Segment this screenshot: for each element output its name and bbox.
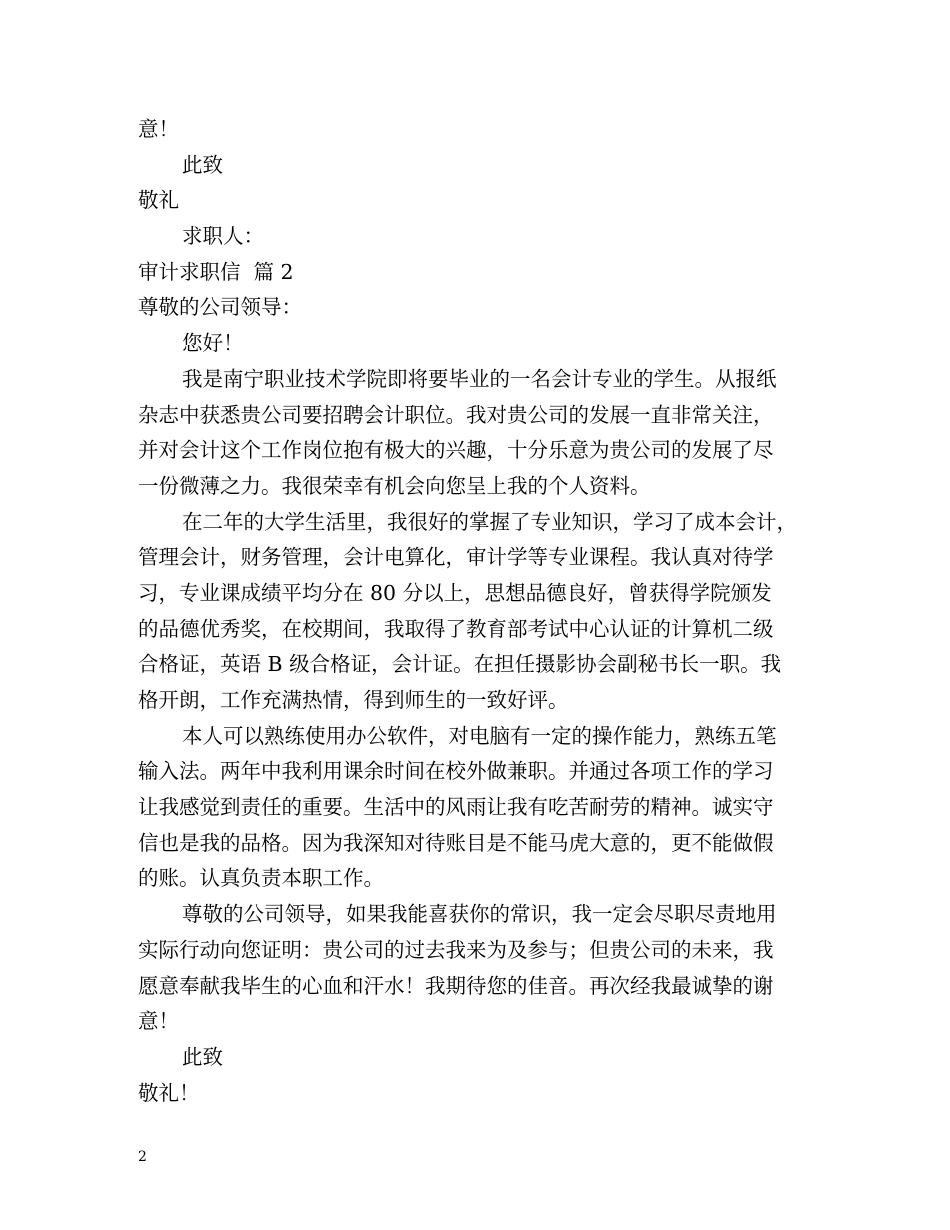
- paragraph-1-line: 并对会计这个工作岗位抱有极大的兴趣，十分乐意为贵公司的发展了尽: [138, 438, 774, 463]
- page-number: 2: [138, 1149, 147, 1165]
- paragraph-3-line: 让我感觉到责任的重要。生活中的风雨让我有吃苦耐劳的精神。诚实守: [138, 795, 774, 820]
- paragraph-2-line: 的品德优秀奖，在校期间，我取得了教育部考试中心认证的计算机二级: [138, 616, 774, 641]
- section-title: 审计求职信 篇 2: [138, 259, 294, 284]
- paragraph-3-line: 输入法。两年中我利用课余时间在校外做兼职。并通过各项工作的学习: [138, 759, 774, 784]
- paragraph-4-line: 实际行动向您证明：贵公司的过去我来为及参与；但贵公司的未来，我: [138, 937, 774, 962]
- closing-regards: 敬礼！: [138, 1080, 200, 1105]
- paragraph-4-line: 意！: [138, 1009, 179, 1034]
- paragraph-2-line: 格开朗，工作充满热情，得到师生的一致好评。: [138, 688, 569, 712]
- paragraph-1-line: 杂志中获悉贵公司要招聘会计职位。我对贵公司的发展一直非常关注，: [138, 402, 774, 427]
- paragraph-2-line: 习，专业课成绩平均分在 80 分以上，思想品德良好，曾获得学院颁发: [138, 580, 772, 605]
- paragraph-3-line: 的账。认真负责本职工作。: [138, 866, 384, 891]
- greeting-hello: 您好！: [182, 331, 244, 356]
- paragraph-3-line: 信也是我的品格。因为我深知对待账目是不能马虎大意的，更不能做假: [138, 830, 774, 855]
- closing-salutation: 此致: [182, 1044, 223, 1069]
- closing-salutation: 此致: [182, 152, 223, 177]
- text-line: 意！: [138, 117, 179, 141]
- greeting-recipient: 尊敬的公司领导：: [138, 295, 302, 320]
- paragraph-2-line: 在二年的大学生活里，我很好的掌握了专业知识，学习了成本会计，: [182, 509, 797, 534]
- paragraph-2-line: 管理会计，财务管理，会计电算化，审计学等专业课程。我认真对待学: [138, 545, 774, 570]
- closing-regards: 敬礼: [138, 188, 179, 213]
- paragraph-1-line: 我是南宁职业技术学院即将要毕业的一名会计专业的学生。从报纸: [182, 366, 777, 391]
- paragraph-2-line: 合格证，英语 B 级合格证，会计证。在担任摄影协会副秘书长一职。我: [138, 652, 782, 677]
- paragraph-3-line: 本人可以熟练使用办公软件，对电脑有一定的操作能力，熟练五笔: [182, 723, 777, 748]
- applicant-signature-label: 求职人：: [182, 224, 264, 249]
- paragraph-4-line: 愿意奉献我毕生的心血和汗水！我期待您的佳音。再次经我最诚挚的谢: [138, 973, 774, 998]
- paragraph-4-line: 尊敬的公司领导，如果我能喜获你的常识，我一定会尽职尽责地用: [182, 902, 777, 927]
- letter-body: [138, 112, 828, 1111]
- paragraph-1-line: 一份微薄之力。我很荣幸有机会向您呈上我的个人资料。: [138, 473, 651, 498]
